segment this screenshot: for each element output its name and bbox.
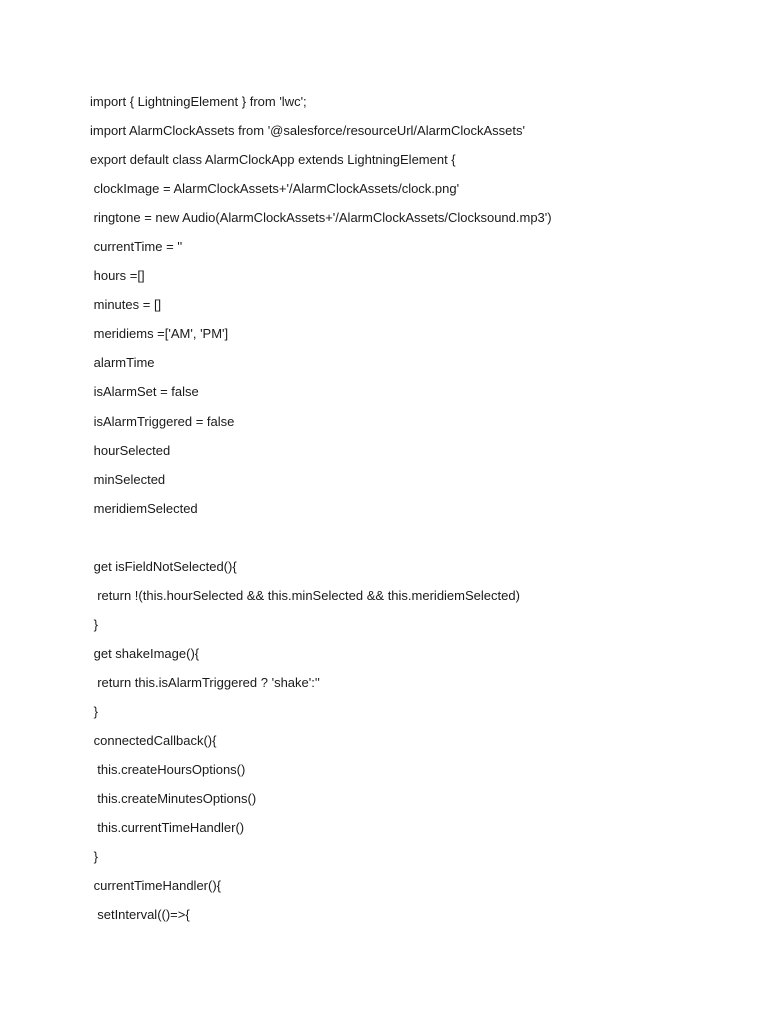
code-line: hours =[]	[90, 268, 145, 284]
code-line: isAlarmTriggered = false	[90, 413, 235, 429]
code-line: hourSelected	[90, 442, 171, 458]
code-line: clockImage = AlarmClockAssets+'/AlarmClockAssets/clock.png'	[90, 181, 460, 197]
code-line: currentTimeHandler(){	[90, 878, 222, 894]
code-block	[90, 92, 750, 934]
code-line: meridiemSelected	[90, 500, 198, 516]
code-line: minutes = []	[90, 297, 162, 313]
code-line: ringtone = new Audio(AlarmClockAssets+'/AlarmClockAssets/Clocksound.mp3')	[90, 210, 552, 226]
code-line: minSelected	[90, 471, 166, 487]
code-line: }	[90, 616, 98, 632]
blank-line	[90, 528, 750, 557]
code-line: get shakeImage(){	[90, 645, 200, 661]
code-line: get isFieldNotSelected(){	[90, 558, 237, 574]
code-line: meridiems =['AM', 'PM']	[90, 326, 229, 342]
code-line: alarmTime	[90, 355, 155, 371]
code-line: this.currentTimeHandler()	[90, 820, 245, 836]
code-line: return this.isAlarmTriggered ? 'shake':''	[90, 674, 320, 690]
code-line: currentTime = ''	[90, 239, 183, 255]
code-line: this.createHoursOptions()	[90, 762, 246, 778]
code-line: }	[90, 703, 98, 719]
code-line: this.createMinutesOptions()	[90, 791, 257, 807]
code-line: isAlarmSet = false	[90, 384, 199, 400]
code-line: import AlarmClockAssets from '@salesforce/resourceUrl/AlarmClockAssets'	[90, 123, 525, 139]
code-line: }	[90, 849, 98, 865]
code-line: export default class AlarmClockApp extends LightningElement {	[90, 152, 456, 168]
code-line: return !(this.hourSelected && this.minSelected && this.meridiemSelected)	[90, 587, 520, 603]
code-line: connectedCallback(){	[90, 733, 217, 749]
code-line: setInterval(()=>{	[90, 907, 190, 923]
code-line: import { LightningElement } from 'lwc';	[90, 94, 307, 109]
